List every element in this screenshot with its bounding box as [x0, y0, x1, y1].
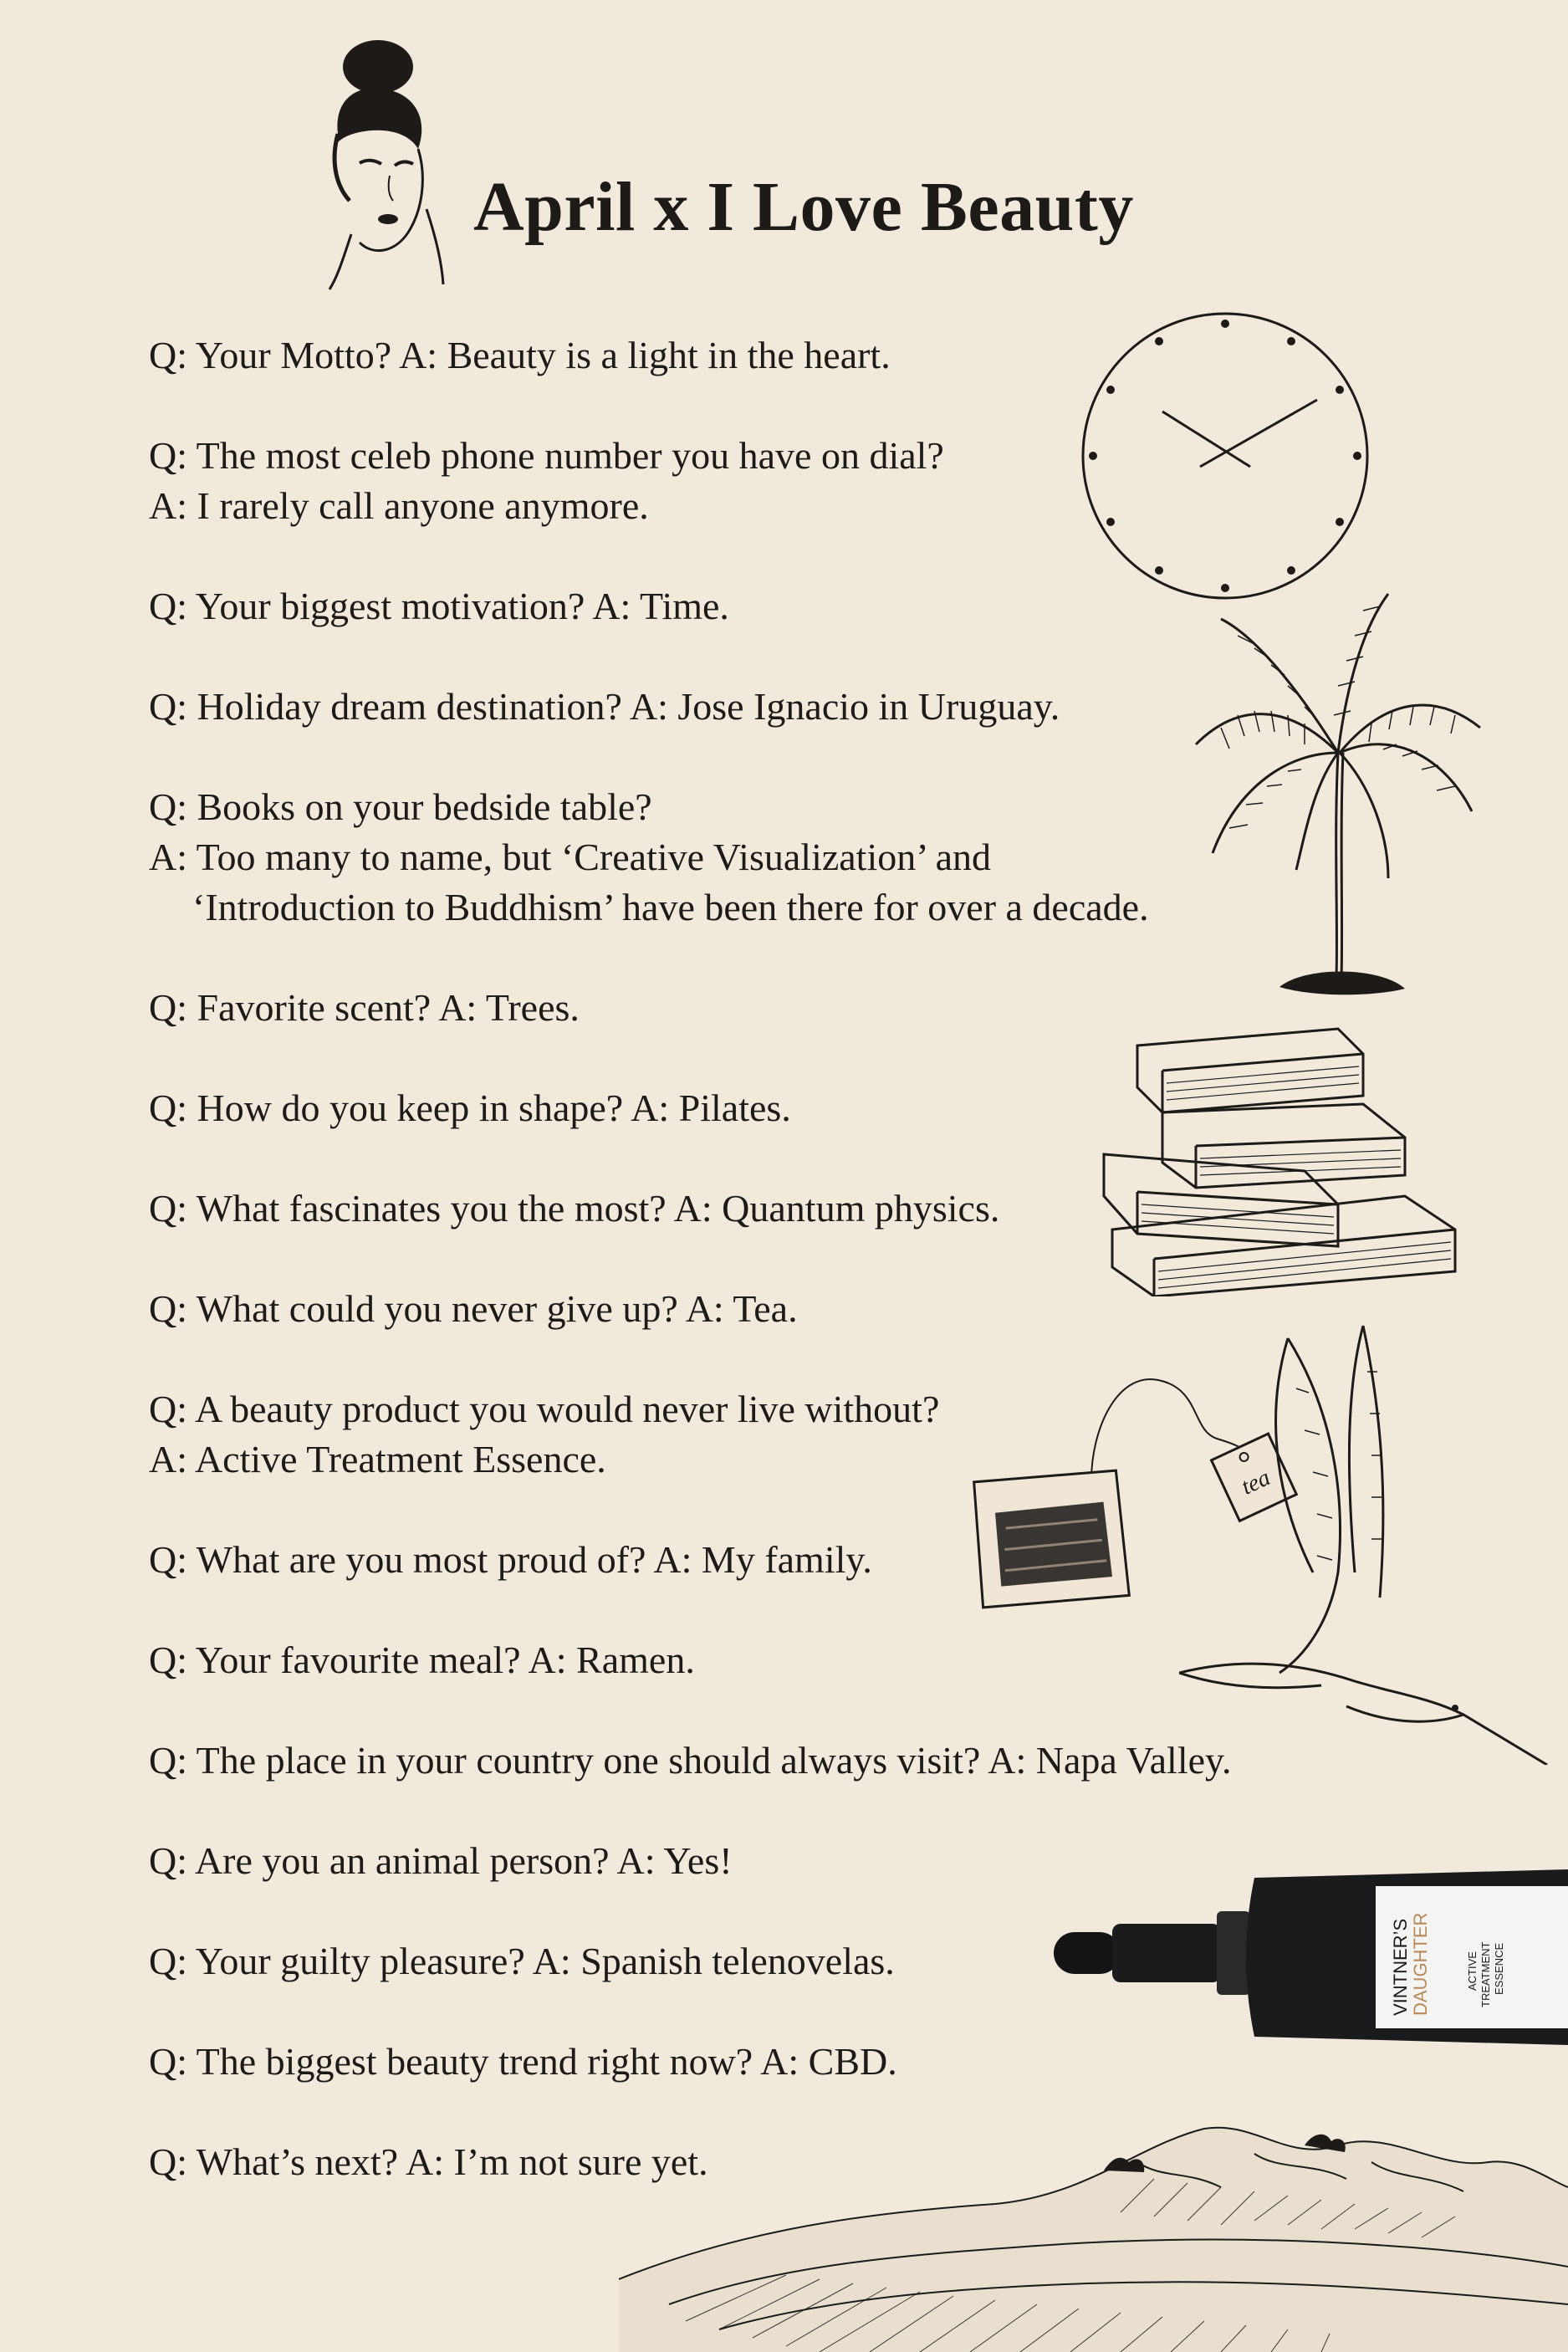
qa-line: Q: What are you most proud of? A: My family.	[149, 1538, 872, 1581]
qa-line: Q: The place in your country one should always visit? A: Napa Valley.	[149, 1739, 1232, 1782]
bird-icon	[1179, 1322, 1564, 1765]
page-title: April x I Love Beauty	[473, 168, 1134, 247]
qa-line: Q: A beauty product you would never live without?	[149, 1388, 940, 1430]
qa-line: Q: What could you never give up? A: Tea.	[149, 1287, 798, 1330]
hills-landscape-icon	[619, 2112, 1568, 2352]
qa-line: Q: Holiday dream destination? A: Jose Ignacio in Uruguay.	[149, 685, 1060, 728]
bottle-brand-line1: VINTNER’S	[1390, 1918, 1411, 2016]
bottle-product-line1: ACTIVE	[1466, 1951, 1479, 1991]
qa-line: ‘Introduction to Buddhism’ have been there for over a decade.	[192, 886, 1149, 928]
qa-line: A: I rarely call anyone anymore.	[149, 484, 649, 527]
qa-line: Q: Your guilty pleasure? A: Spanish telenovelas.	[149, 1940, 895, 1982]
qa-item	[149, 1736, 1303, 1786]
qa-line: Q: Are you an animal person? A: Yes!	[149, 1839, 733, 1882]
tea-tag-label: tea	[1237, 1465, 1274, 1501]
qa-line: A: Too many to name, but ‘Creative Visualization’ and	[149, 836, 992, 878]
books-stack-icon	[1087, 1020, 1463, 1296]
qa-line: Q: Your Motto? A: Beauty is a light in the heart.	[149, 334, 891, 376]
bottle-brand-line2: DAUGHTER	[1410, 1912, 1431, 2016]
bottle-product-line3: ESSENCE	[1493, 1942, 1505, 1995]
palm-tree-icon	[1187, 585, 1489, 1012]
qa-item	[149, 782, 1303, 933]
qa-line: Q: What’s next? A: I’m not sure yet.	[149, 2140, 708, 2183]
qa-item	[149, 682, 1303, 732]
qa-line: Q: Your biggest motivation? A: Time.	[149, 585, 729, 627]
qa-line: Q: The biggest beauty trend right now? A: CBD.	[149, 2040, 897, 2083]
qa-line: Q: Your favourite meal? A: Ramen.	[149, 1639, 695, 1681]
qa-line: A: Active Treatment Essence.	[149, 1438, 606, 1480]
qa-line: Q: Books on your bedside table?	[149, 785, 652, 828]
qa-line: Q: What fascinates you the most? A: Quantum physics.	[149, 1187, 1000, 1230]
qa-line: Q: The most celeb phone number you have on dial?	[149, 434, 944, 477]
clock-icon	[1079, 309, 1371, 602]
woman-portrait-icon	[301, 33, 452, 293]
qa-line: Q: How do you keep in shape? A: Pilates.	[149, 1087, 791, 1129]
serum-bottle-icon	[1054, 1861, 1568, 2053]
bottle-product-line2: TREATMENT	[1479, 1941, 1492, 2007]
qa-line: Q: Favorite scent? A: Trees.	[149, 986, 580, 1029]
